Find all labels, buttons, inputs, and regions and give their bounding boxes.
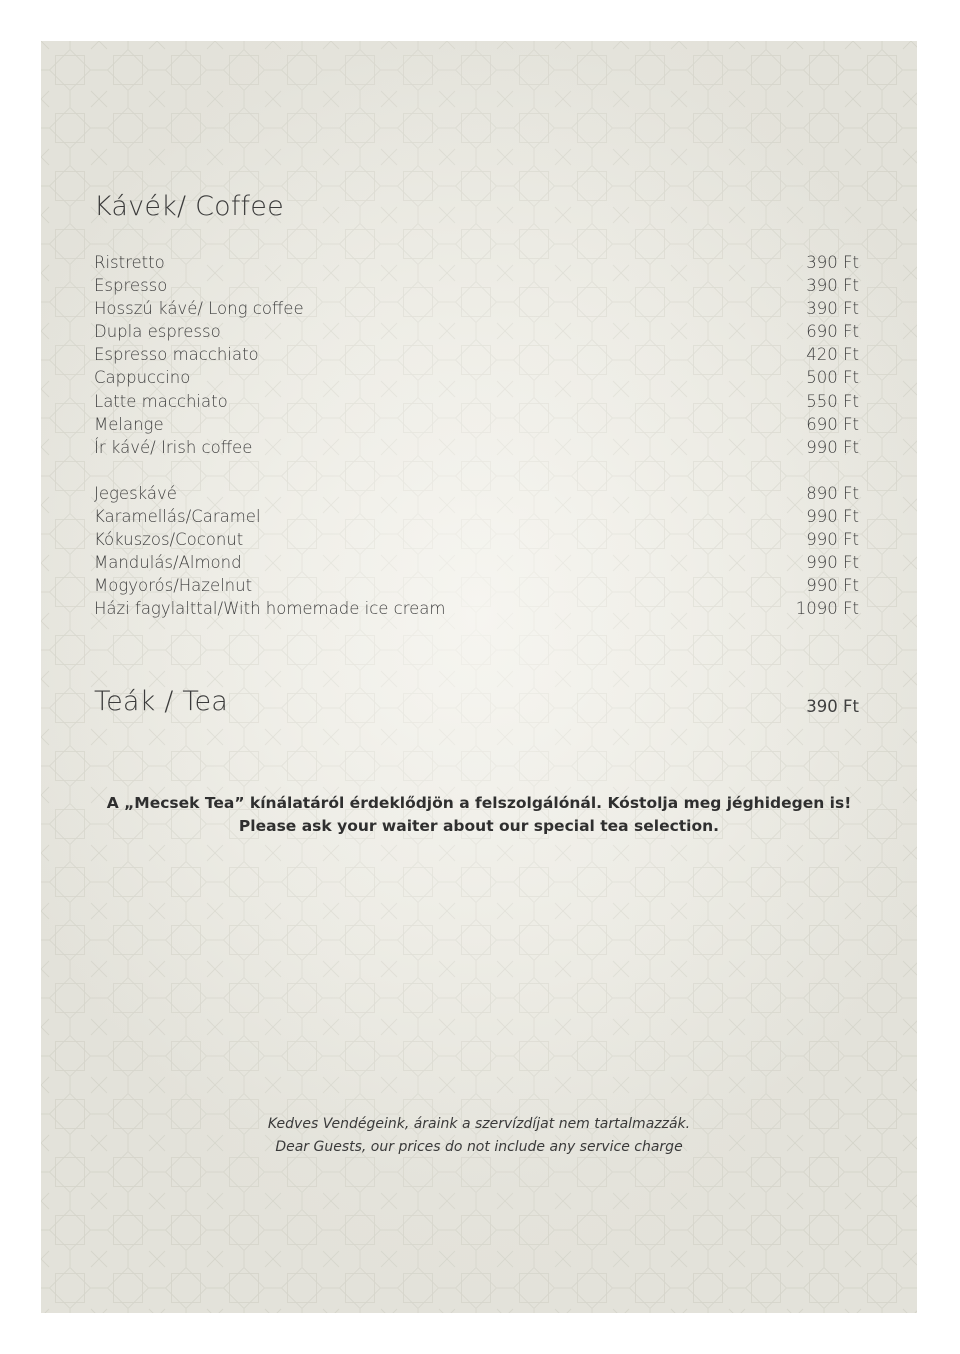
menu-item-long-coffee: [94, 297, 859, 320]
item-price: 890 Ft: [806, 484, 859, 503]
item-name: Karamellás/Caramel: [94, 507, 261, 527]
menu-item-iced-coffee: [94, 482, 859, 505]
tea-notice-english: Please ask your waiter about our special tea selection.: [238, 817, 720, 835]
item-price: 990 Ft: [806, 437, 859, 457]
item-price: 990 Ft: [806, 530, 859, 550]
item-name: Dupla espresso: [94, 322, 221, 342]
item-price: 500 Ft: [806, 368, 859, 388]
coffee-list: [94, 251, 859, 459]
menu-item-melange: [94, 413, 859, 436]
item-price: 990 Ft: [806, 553, 859, 573]
item-name: Mogyorós/Hazelnut: [94, 576, 253, 596]
menu-item-espresso: [94, 274, 859, 297]
tea-price: 390 Ft: [806, 697, 859, 716]
item-price: 690 Ft: [806, 322, 859, 342]
item-price: 390 Ft: [806, 299, 859, 319]
menu-item-coconut: [94, 528, 859, 551]
menu-item-double-espresso: [94, 320, 859, 343]
service-charge-note-english: Dear Guests, our prices do not include any service charge: [275, 1139, 683, 1155]
item-name: Házi fagylalttal/With homemade ice cream: [94, 599, 446, 619]
item-price: 690 Ft: [806, 414, 859, 434]
item-price: 990 Ft: [806, 507, 859, 527]
service-charge-note: [41, 1113, 917, 1159]
tea-notice-hungarian: A „Mecsek Tea” kínálatáról érdeklődjön a felszolgálónál. Kóstolja meg jéghidegen is!: [106, 794, 852, 812]
menu-item-ristretto: [94, 251, 859, 274]
menu-item-cappuccino: [94, 366, 859, 389]
tea-notice: [41, 792, 917, 838]
item-price: 1090 Ft: [795, 599, 859, 619]
menu-item-espresso-macchiato: [94, 343, 859, 366]
item-name: Hosszú kávé/ Long coffee: [94, 299, 304, 319]
menu-page: [41, 41, 917, 1313]
item-name: Latte macchiato: [94, 391, 228, 411]
coffee-section-title: Kávék/ Coffee: [94, 191, 284, 222]
item-price: 550 Ft: [806, 391, 859, 411]
item-price: 420 Ft: [806, 345, 859, 365]
item-name: Espresso: [94, 276, 168, 296]
menu-item-caramel: [94, 505, 859, 528]
item-name: Melange: [94, 414, 164, 434]
item-name: Ír kávé/ Irish coffee: [94, 437, 253, 457]
menu-item-latte-macchiato: [94, 390, 859, 413]
item-name: Mandulás/Almond: [94, 553, 242, 573]
item-name: Espresso macchiato: [94, 345, 259, 365]
menu-item-irish-coffee: [94, 436, 859, 459]
item-price: 390 Ft: [806, 276, 859, 296]
iced-coffee-list: [94, 482, 859, 621]
menu-item-almond: [94, 551, 859, 574]
item-price: 990 Ft: [806, 576, 859, 596]
menu-item-homemade-ice-cream: [94, 597, 859, 620]
item-name: Jegeskávé: [94, 484, 177, 503]
item-price: 390 Ft: [806, 253, 859, 272]
tea-section-title: Teák / Tea: [94, 686, 229, 717]
service-charge-note-hungarian: Kedves Vendégeink, áraink a szervízdíjat nem tartalmazzák.: [267, 1116, 691, 1132]
menu-item-hazelnut: [94, 574, 859, 597]
item-name: Kókuszos/Coconut: [94, 530, 244, 550]
item-name: Cappuccino: [94, 368, 191, 388]
item-name: Ristretto: [94, 253, 165, 272]
